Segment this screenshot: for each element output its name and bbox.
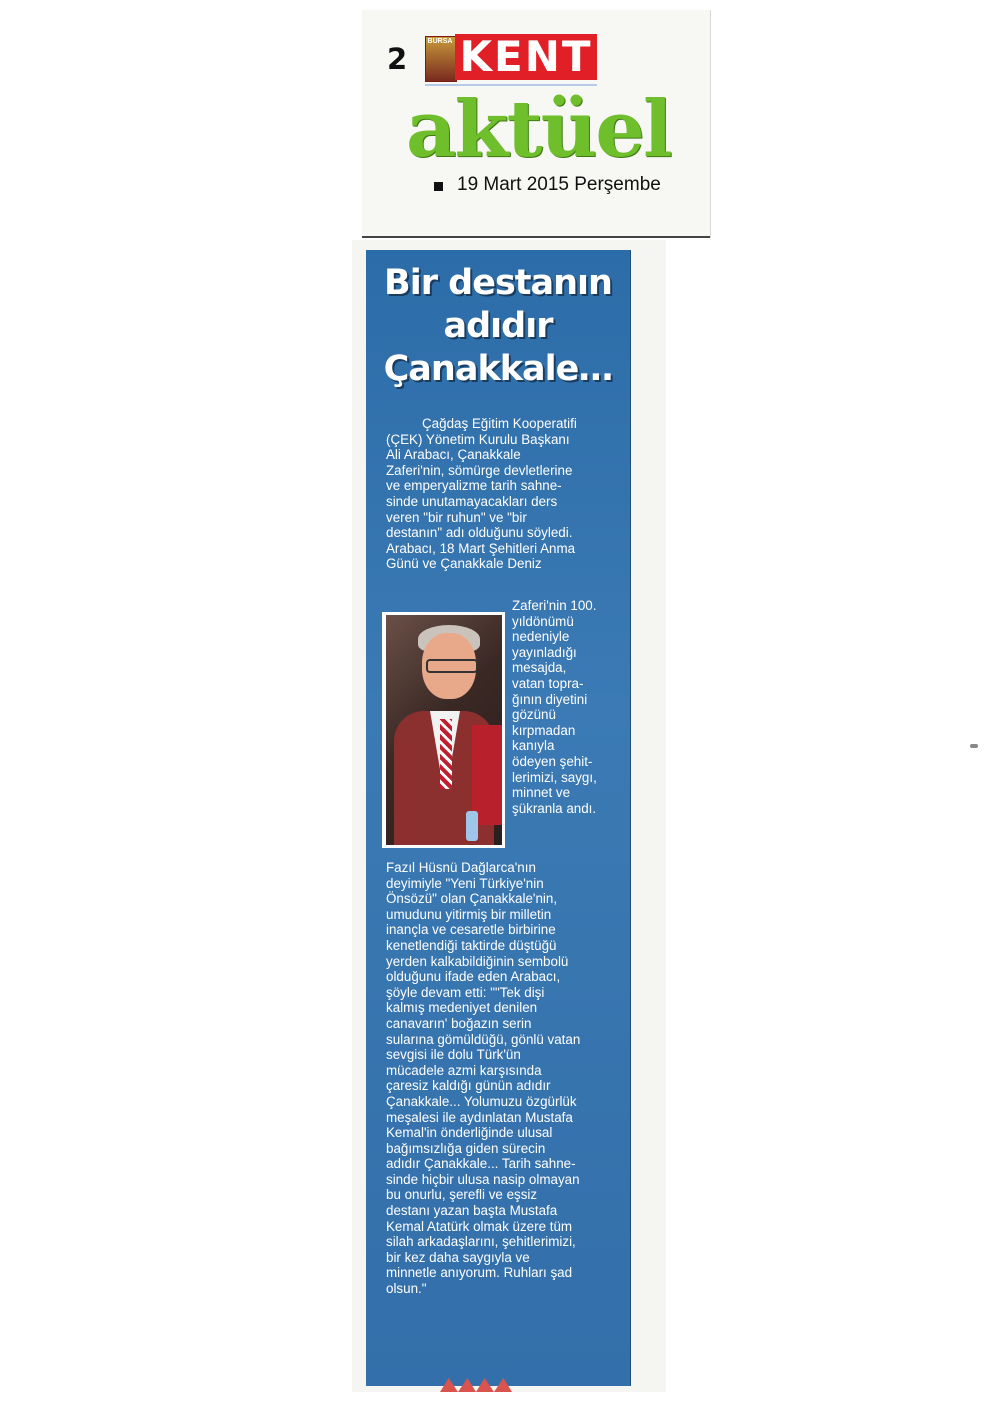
headline-line: Bir destanın xyxy=(384,263,612,303)
text-line: ğının diyetini xyxy=(512,691,588,707)
text-line: kırpmadan xyxy=(512,722,576,738)
text-line: nedeniyle xyxy=(512,629,570,645)
text-line: Kemal'in önderliğinde ulusal xyxy=(386,1125,553,1141)
tie-shape xyxy=(440,719,452,789)
text-line: deyimiyle "Yeni Türkiye'nin xyxy=(386,875,544,891)
text-line: umudunu yitirmiş bir milletin xyxy=(386,906,552,922)
text-line: Ali Arabacı, Çanakkale xyxy=(386,447,521,463)
text-line: bu onurlu, şerefli ve eşsiz xyxy=(386,1187,538,1203)
headline-line: adıdır xyxy=(443,306,553,346)
text-line: minnet ve xyxy=(512,785,571,801)
text-line: kalmış medeniyet denilen xyxy=(386,1000,538,1016)
text-line: yıldönümü xyxy=(512,613,574,629)
text-line: mesajda, xyxy=(512,660,567,676)
article-paragraph-2 xyxy=(386,860,618,1297)
glasses-shape xyxy=(426,659,478,673)
section-title: aktüel xyxy=(406,84,671,175)
text-line: silah arkadaşlarını, şehitlerimizi, xyxy=(386,1234,576,1250)
text-line: vatan topra- xyxy=(512,675,584,691)
text-line: destanın" adı olduğunu söyledi. xyxy=(386,525,573,541)
text-line: sularına gömüldüğü, gönlü vatan xyxy=(386,1031,581,1047)
square-bullet-icon xyxy=(434,182,443,191)
text-line: ödeyen şehit- xyxy=(512,753,593,769)
text-line: Önsözü" olan Çanakkale'nin, xyxy=(386,891,558,907)
text-line: minnetle anıyorum. Ruhları şad xyxy=(386,1265,573,1281)
text-line: kenetlendiği taktirde düştüğü xyxy=(386,937,557,953)
text-line: Çanakkale... Yolumuzu özgürlük xyxy=(386,1093,577,1109)
article-wrap-column xyxy=(512,598,620,816)
flag-shape xyxy=(472,725,502,825)
text-line: bağımsızlığa giden sürecin xyxy=(386,1140,546,1156)
text-line: (ÇEK) Yönetim Kurulu Başkanı xyxy=(386,431,570,447)
text-line: yayınladığı xyxy=(512,644,577,660)
text-line: Günü ve Çanakkale Deniz xyxy=(386,556,542,572)
text-line: şükranla andı. xyxy=(512,800,597,816)
text-line: olduğunu ifade eden Arabacı, xyxy=(386,969,561,985)
text-line: canavarın' boğazın serin xyxy=(386,1015,532,1031)
text-line: veren "bir ruhun" ve "bir xyxy=(386,509,527,525)
scan-speck xyxy=(970,744,978,748)
text-line: adıdır Çanakkale... Tarih sahne- xyxy=(386,1156,576,1172)
text-line: Fazıl Hüsnü Dağlarca'nın xyxy=(386,860,536,875)
text-line: destanı yazan başta Mustafa xyxy=(386,1203,558,1219)
text-line: Çağdaş Eğitim Kooperatifi xyxy=(422,416,577,431)
portrait-image xyxy=(386,615,502,845)
newspaper-logo: KENT xyxy=(455,34,597,80)
badge-label: BURSA xyxy=(427,38,453,45)
text-line: kanıyla xyxy=(512,738,555,754)
text-line: sevgisi ile dolu Türk'ün xyxy=(386,1047,521,1063)
text-line: bir kez daha saygıyla ve xyxy=(386,1249,530,1265)
text-line: Zaferi'nin 100. xyxy=(512,598,597,613)
header-rule xyxy=(362,236,710,238)
article-paragraph-1 xyxy=(386,416,616,572)
text-line: Arabacı, 18 Mart Şehitleri Anma xyxy=(386,540,576,556)
text-line: ve emperyalizme tarih sahne- xyxy=(386,478,562,494)
text-line: olsun." xyxy=(386,1281,427,1297)
text-line: gözünü xyxy=(512,707,556,723)
issue-date: 19 Mart 2015 Perşembe xyxy=(457,174,661,195)
text-line: şöyle devam etti: ""Tek dişi xyxy=(386,984,545,1000)
text-line: lerimizi, saygı, xyxy=(512,769,597,785)
text-line: sinde unutamayacakları ders xyxy=(386,493,558,509)
water-bottle-shape xyxy=(466,811,478,841)
text-line: Kemal Atatürk olmak üzere tüm xyxy=(386,1218,573,1234)
article-headline xyxy=(366,262,630,391)
text-line: sinde hiçbir ulusa nasip olmayan xyxy=(386,1171,580,1187)
article-photo xyxy=(382,612,505,848)
text-line: Zaferi'nin, sömürge devletlerine xyxy=(386,462,573,478)
text-line: yerden kalkabildiğinin sembolü xyxy=(386,953,569,969)
text-line: meşalesi ile aydınlatan Mustafa xyxy=(386,1109,573,1125)
text-line: mücadele azmi karşısında xyxy=(386,1062,542,1078)
headline-line: Çanakkale… xyxy=(383,349,613,389)
page-number: 2 xyxy=(387,42,408,76)
text-line: inançla ve cesaretle birbirine xyxy=(386,922,556,938)
text-line: çaresiz kaldığı günün adıdır xyxy=(386,1078,551,1094)
